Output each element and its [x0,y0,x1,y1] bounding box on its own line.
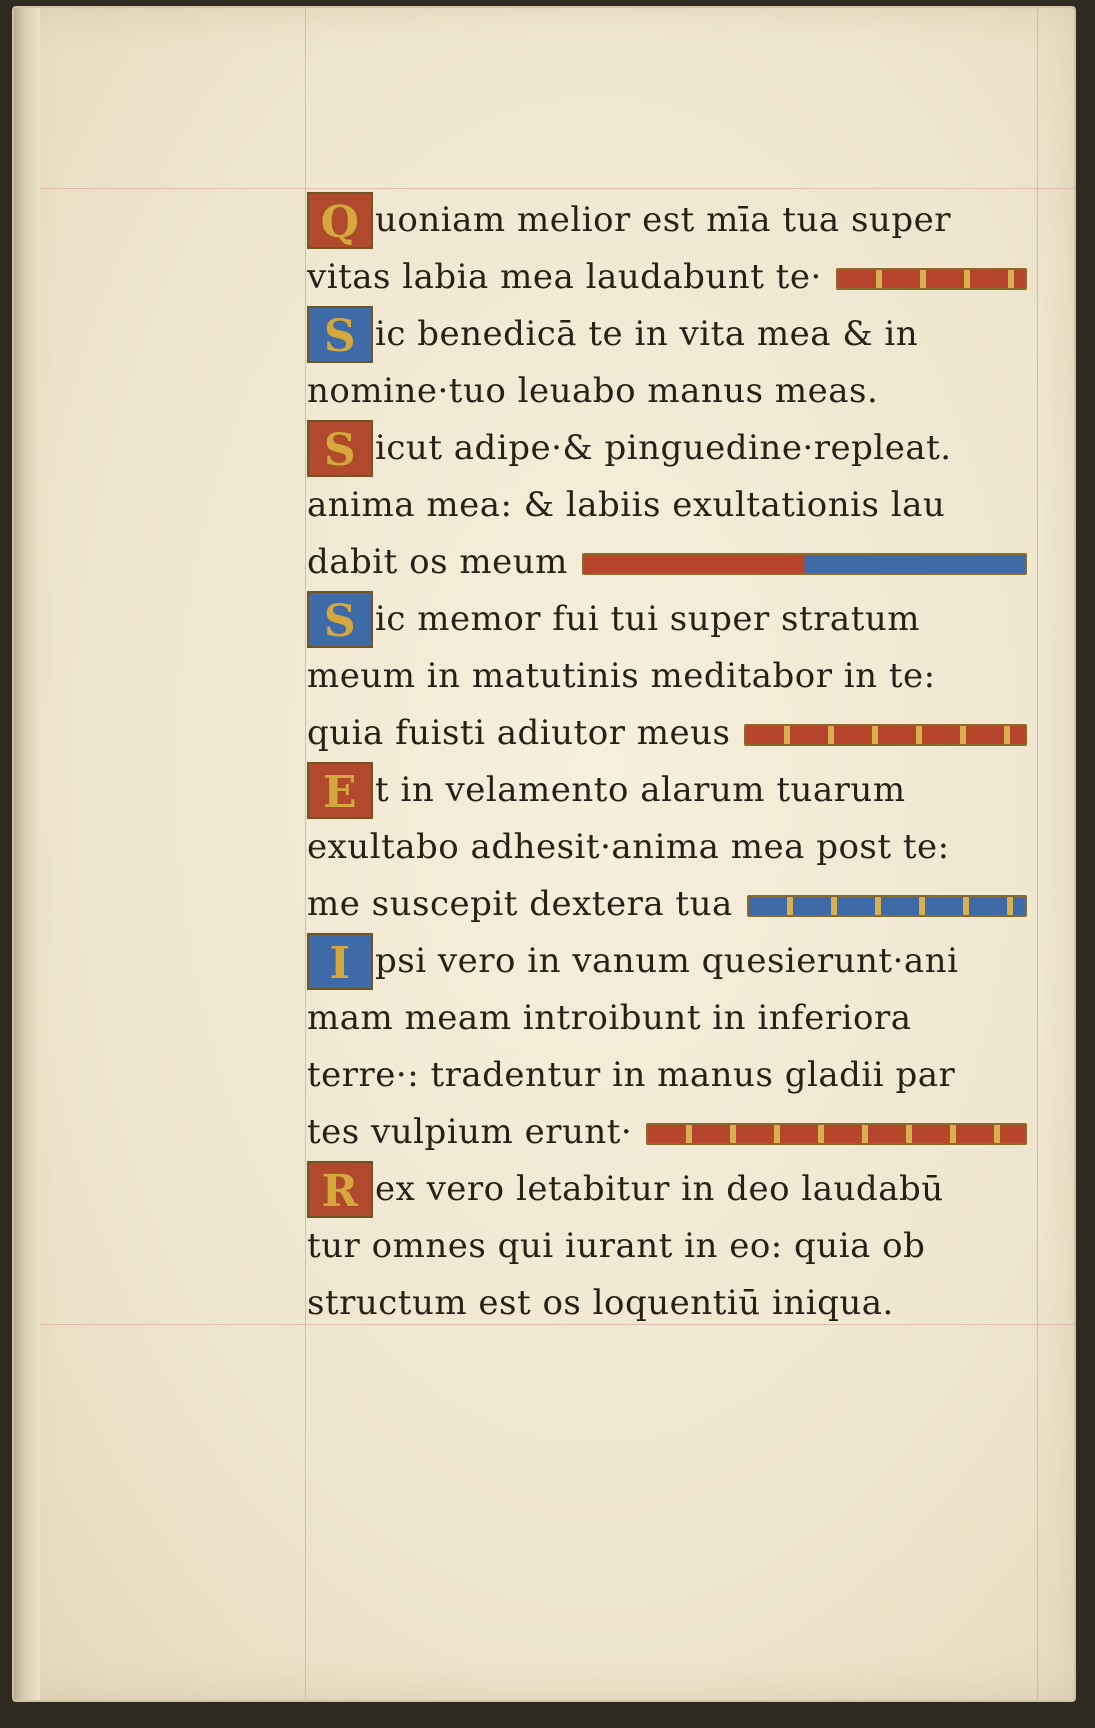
text-line [307,534,1077,591]
illuminated-initial: S [307,420,373,477]
line-text: structum est os loquentiū iniqua. [307,1283,894,1323]
line-text: psi vero in vanum quesierunt·ani [375,941,959,981]
illuminated-initial: S [307,591,373,648]
text-line [307,306,1077,363]
line-text: quia fuisti adiutor meus [307,713,731,753]
line-text: tes vulpium erunt· [307,1112,633,1152]
line-text: uoniam melior est mīa tua super [375,200,951,240]
text-line [307,363,1077,420]
illuminated-initial: Q [307,192,373,249]
line-text: exultabo adhesit·anima mea post te: [307,827,950,867]
line-text: mam meam introibunt in inferiora [307,998,912,1038]
line-text: nomine·tuo leuabo manus meas. [307,371,879,411]
line-text: anima mea: & labiis exultationis lau [307,485,946,525]
page-gutter [14,8,40,1700]
text-line [307,477,1077,534]
illuminated-initial: I [307,933,373,990]
text-line [307,705,1077,762]
text-line [307,420,1077,477]
ruling-top [40,188,1074,189]
text-line [307,990,1077,1047]
line-text: dabit os meum [307,542,568,582]
line-filler [646,1123,1027,1145]
line-text: ic benedicā te in vita mea & in [375,314,919,354]
text-line [307,876,1077,933]
line-filler [744,724,1027,746]
text-line [307,192,1077,249]
text-line [307,1047,1077,1104]
line-text: ex vero letabitur in deo laudabū [375,1169,944,1209]
line-text: tur omnes qui iurant in eo: quia ob [307,1226,926,1266]
text-line [307,1161,1077,1218]
text-line [307,933,1077,990]
ruling-left [305,8,306,1700]
line-text: t in velamento alarum tuarum [375,770,906,810]
text-line [307,249,1077,306]
text-line [307,762,1077,819]
line-filler [582,553,1027,575]
illuminated-initial: E [307,762,373,819]
text-line [307,1104,1077,1161]
text-line [307,1218,1077,1275]
text-line [307,591,1077,648]
text-line [307,1275,1077,1332]
line-filler [836,268,1027,290]
line-text: vitas labia mea laudabunt te· [307,257,822,297]
illuminated-initial: R [307,1161,373,1218]
line-text: icut adipe·& pinguedine·repleat. [375,428,952,468]
line-text: me suscepit dextera tua [307,884,733,924]
line-filler [747,895,1027,917]
manuscript-page [14,8,1074,1700]
text-line [307,648,1077,705]
line-text: meum in matutinis meditabor in te: [307,656,936,696]
line-text: ic memor fui tui super stratum [375,599,920,639]
line-text: terre·: tradentur in manus gladii par [307,1055,956,1095]
illuminated-initial: S [307,306,373,363]
text-line [307,819,1077,876]
text-block [307,192,1077,1332]
